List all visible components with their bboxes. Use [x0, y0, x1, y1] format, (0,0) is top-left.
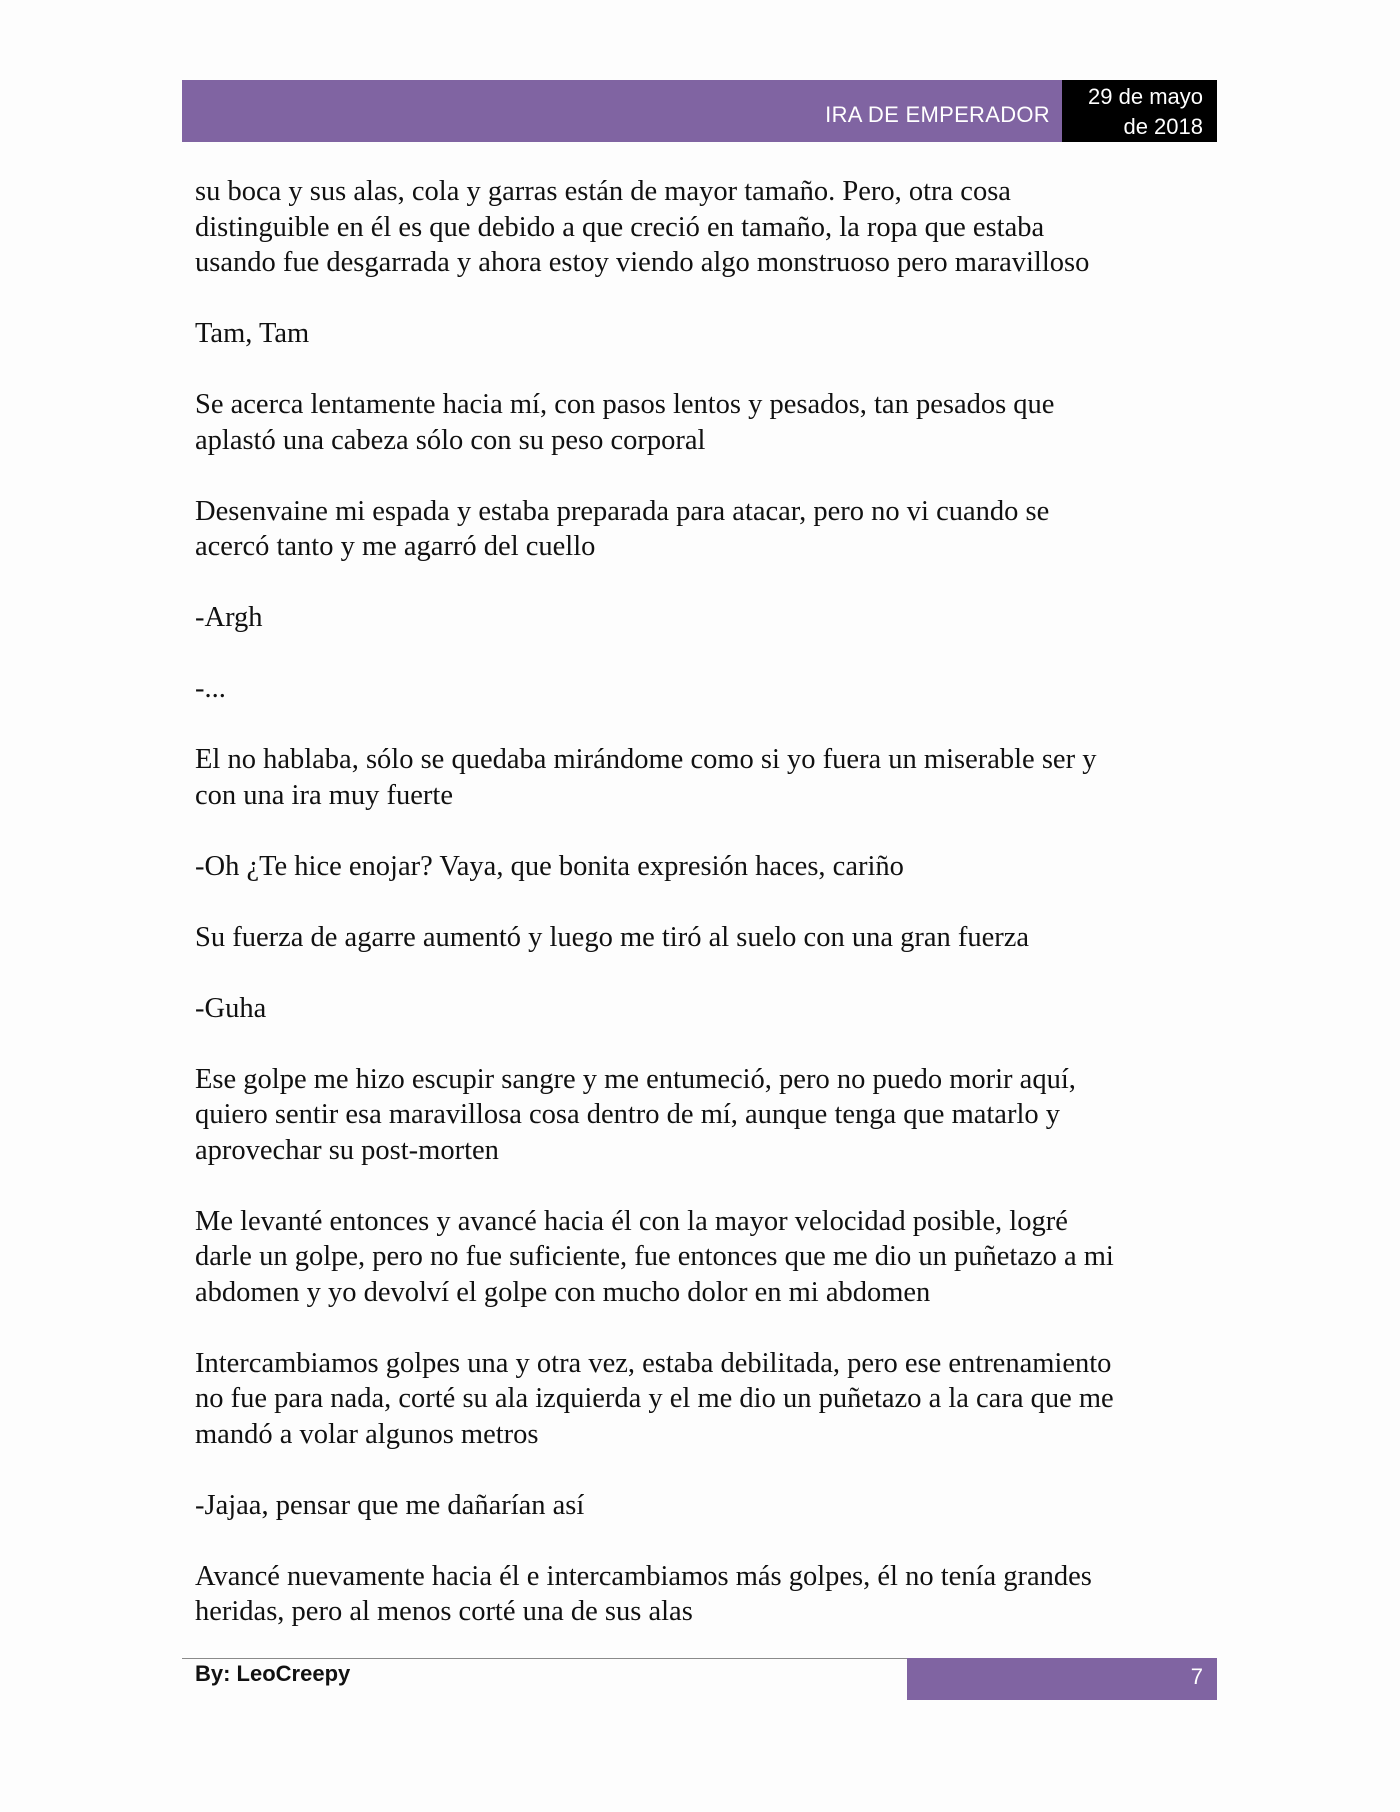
- page-number: 7: [1190, 1664, 1203, 1689]
- footer-bar: [907, 1658, 1217, 1700]
- paragraph: su boca y sus alas, cola y garras están de mayor tamaño. Pero, otra cosa distinguible en él es que debido a que creció en tamaño, la ropa que estaba usando fue desgarrada y ahora estoy viendo algo monstruoso pero maravilloso: [195, 176, 1090, 278]
- paragraph: El no hablaba, sólo se quedaba mirándome como si yo fuera un miserable ser y con una ira muy fuerte: [195, 744, 1097, 811]
- paragraph: -Jajaa, pensar que me dañarían así: [195, 1489, 585, 1521]
- paragraph: Desenvaine mi espada y estaba preparada para atacar, pero no vi cuando se acercó tanto y me agarró del cuello: [195, 495, 1050, 562]
- paragraph: Me levanté entonces y avancé hacia él con la mayor velocidad posible, logré darle un golpe, pero no fue suficiente, fue entonces que me dio un puñetazo a mi abdomen y yo devolví el golpe con mucho dolor en mi abdomen: [195, 1205, 1114, 1308]
- paragraph: Tam, Tam: [195, 318, 310, 349]
- paragraph: -...: [195, 673, 226, 704]
- paragraph: Ese golpe me hizo escupir sangre y me entumeció, pero no puedo morir aquí, quiero sentir esa maravillosa cosa dentro de mí, aunque tenga que matarlo y aprovechar su post-morten: [195, 1063, 1076, 1166]
- document-title: IRA DE EMPERADOR: [825, 102, 1050, 127]
- header-bar: [182, 80, 1062, 142]
- paragraph: -Argh: [195, 602, 263, 633]
- paragraph: Su fuerza de agarre aumentó y luego me tiró al suelo con una gran fuerza: [195, 921, 1030, 953]
- paragraph: Intercambiamos golpes una y otra vez, estaba debilitada, pero ese entrenamiento no fue para nada, corté su ala izquierda y el me dio un puñetazo a la cara que me mandó a volar algunos metros: [195, 1347, 1114, 1450]
- header-date-line2: de 2018: [1123, 114, 1203, 139]
- header-date: [1062, 80, 1217, 142]
- paragraph: -Oh ¿Te hice enojar? Vaya, que bonita expresión haces, cariño: [195, 850, 904, 882]
- paragraph: Se acerca lentamente hacia mí, con pasos lentos y pesados, tan pesados que aplastó una cabeza sólo con su peso corporal: [195, 389, 1055, 456]
- header-date-line1: 29 de mayo: [1088, 84, 1203, 109]
- paragraph: Avancé nuevamente hacia él e intercambiamos más golpes, él no tenía grandes heridas, pero al menos corté una de sus alas: [195, 1560, 1092, 1627]
- footer-author: By: LeoCreepy: [195, 1661, 351, 1686]
- footer-divider: [182, 1658, 907, 1659]
- paragraph: -Guha: [195, 992, 267, 1024]
- page-body: [195, 174, 1215, 1665]
